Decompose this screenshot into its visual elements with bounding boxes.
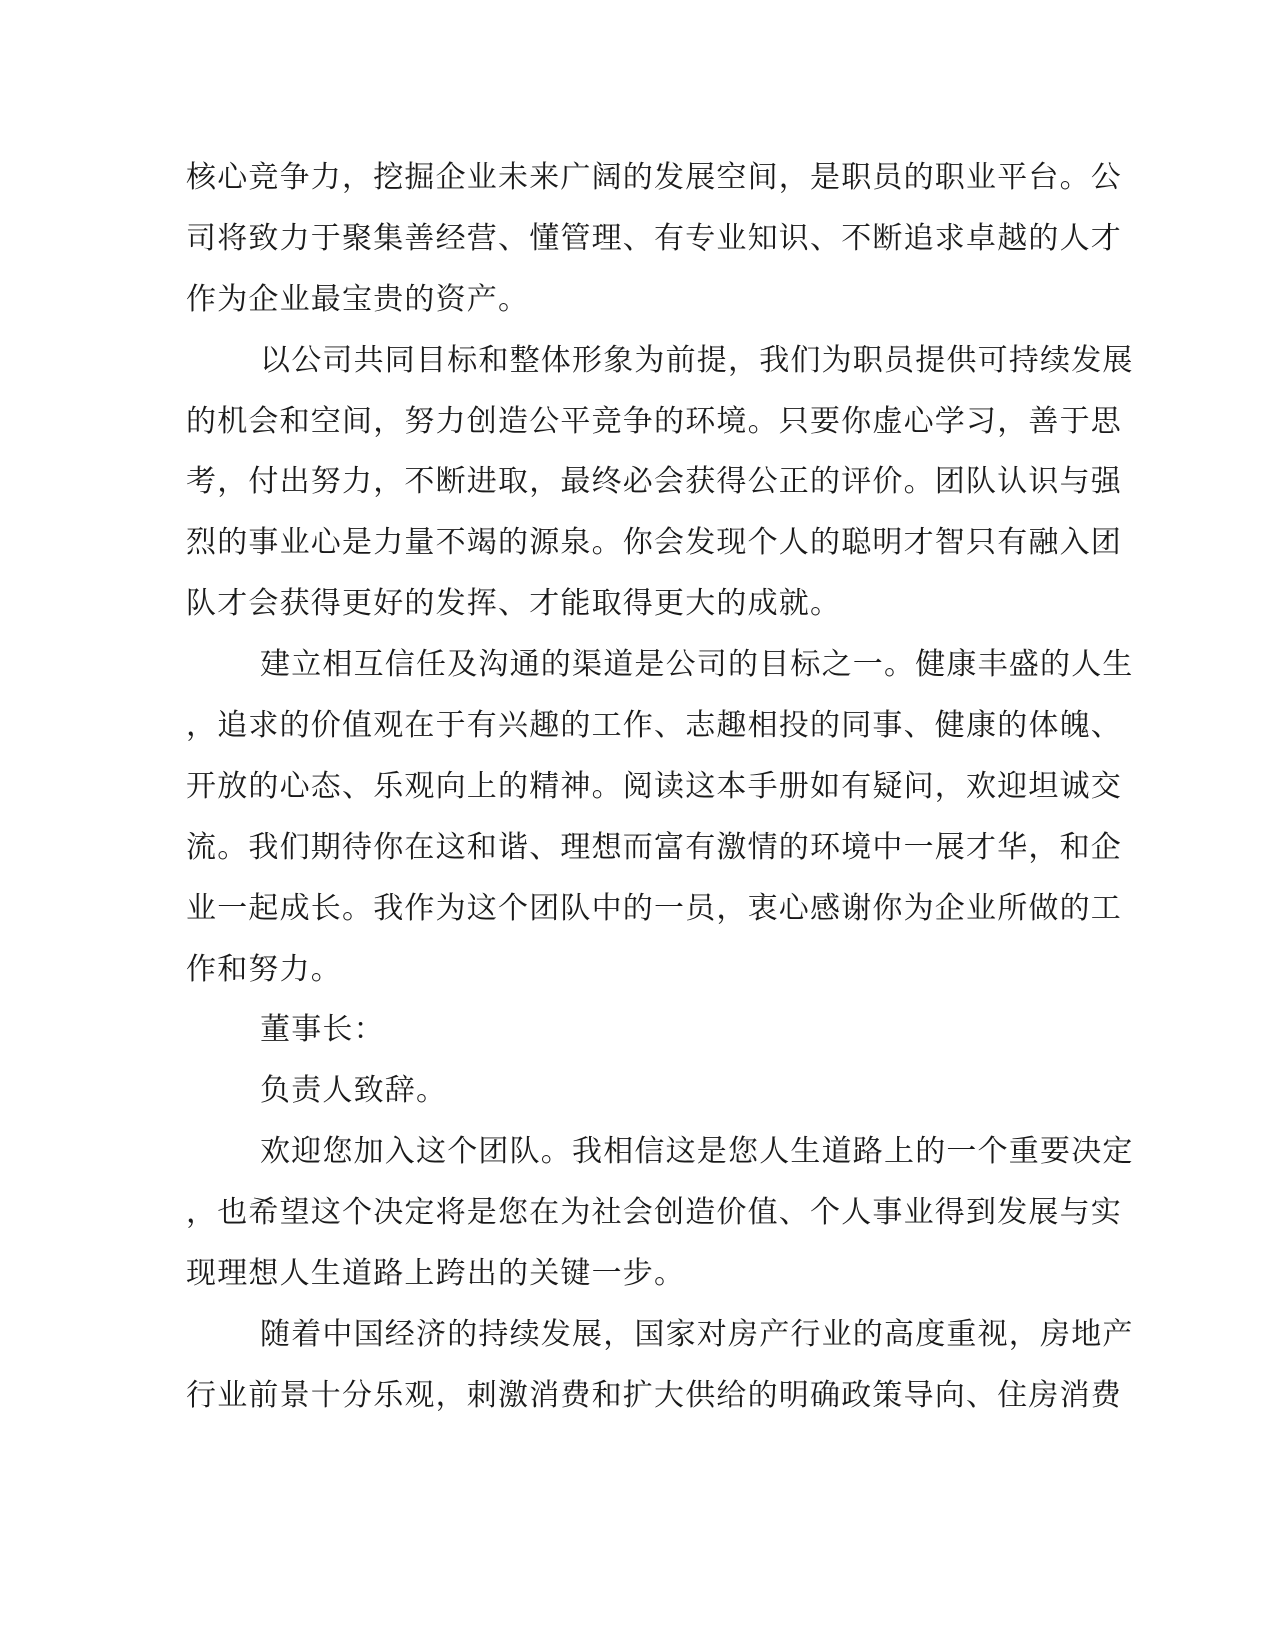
text-line: 核心竞争力，挖掘企业未来广阔的发展空间，是职员的职业平台。公 <box>186 160 1122 195</box>
text-line: ，也希望这个决定将是您在为社会创造价值、个人事业得到发展与实 <box>186 1195 1122 1231</box>
text-line: 开放的心态、乐观向上的精神。阅读这本手册如有疑问，欢迎坦诚交 <box>186 768 1122 804</box>
paragraph-start-line: 随着中国经济的持续发展，国家对房产行业的高度重视，房地产 <box>260 1316 1134 1352</box>
text-line: 烈的事业心是力量不竭的源泉。你会发现个人的聪明才智只有融入团 <box>186 525 1122 561</box>
text-line: 行业前景十分乐观，刺激消费和扩大供给的明确政策导向、住房消费 <box>186 1377 1122 1413</box>
text-line: 队才会获得更好的发挥、才能取得更大的成就。 <box>186 586 842 622</box>
text-line: ，追求的价值观在于有兴趣的工作、志趣相投的同事、健康的体魄、 <box>186 708 1122 744</box>
paragraph-start-line: 以公司共同目标和整体形象为前提，我们为职员提供可持续发展 <box>260 342 1134 378</box>
text-line: 业一起成长。我作为这个团队中的一员，衷心感谢你为企业所做的工 <box>186 890 1122 926</box>
document-body <box>186 148 1134 1427</box>
text-line: 作和努力。 <box>186 951 342 987</box>
paragraph-start-line: 建立相互信任及沟通的渠道是公司的目标之一。健康丰盛的人生 <box>260 647 1134 683</box>
text-line: 司将致力于聚集善经营、懂管理、有专业知识、不断追求卓越的人才 <box>186 220 1122 256</box>
text-line: 考，付出努力，不断进取，最终必会获得公正的评价。团队认识与强 <box>186 464 1122 500</box>
section-heading-line: 负责人致辞。 <box>260 1073 448 1109</box>
text-line: 现理想人生道路上跨出的关键一步。 <box>186 1256 686 1292</box>
paragraph-start-line: 欢迎您加入这个团队。我相信这是您人生道路上的一个重要决定 <box>260 1134 1134 1170</box>
text-line: 流。我们期待你在这和谐、理想而富有激情的环境中一展才华，和企 <box>186 829 1122 865</box>
text-line: 的机会和空间，努力创造公平竞争的环境。只要你虚心学习，善于思 <box>186 403 1122 439</box>
text-line: 作为企业最宝贵的资产。 <box>186 281 530 317</box>
signature-title-line: 董事长： <box>260 1012 385 1048</box>
